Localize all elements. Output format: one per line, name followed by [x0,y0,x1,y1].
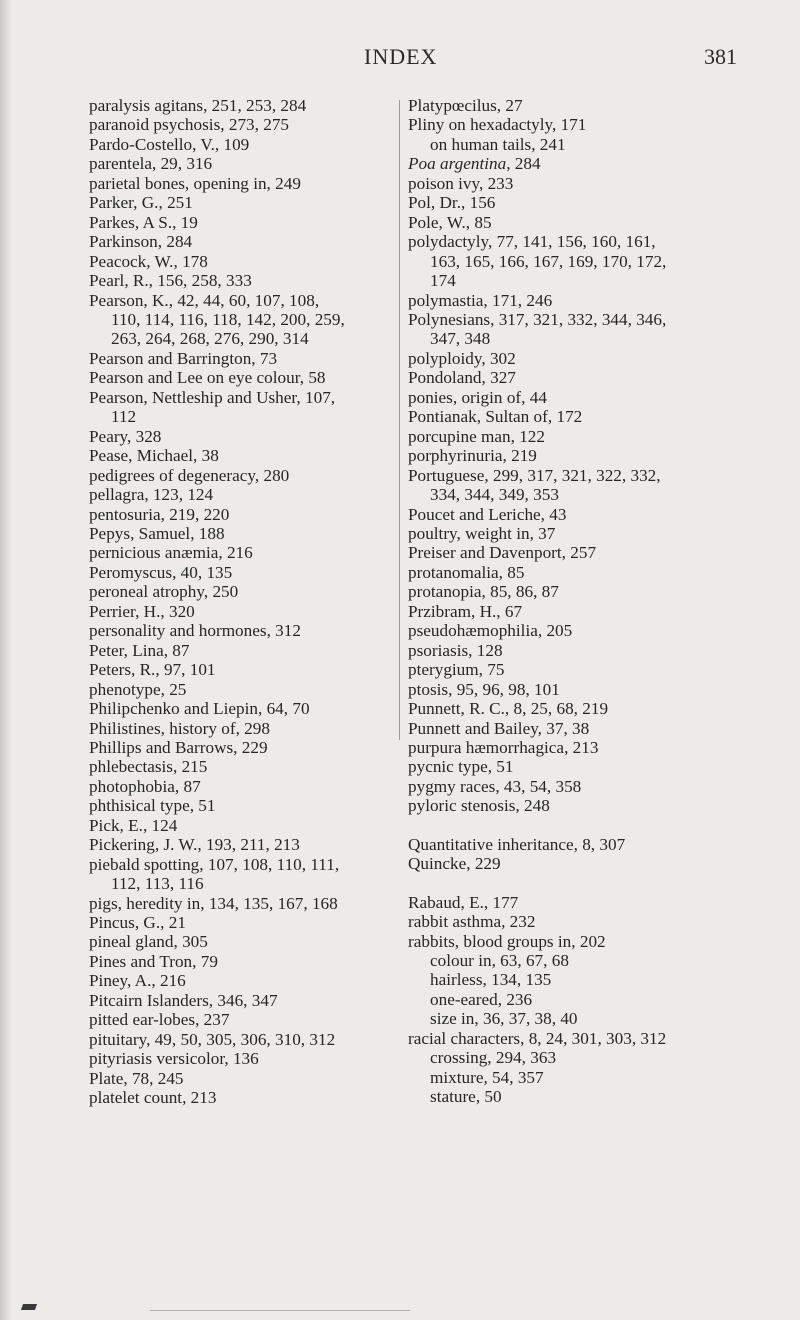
page-number: 381 [704,44,737,69]
index-entry: pernicious anæmia, 216 [89,543,253,563]
index-subentry: mixture, 54, 357 [430,1067,544,1087]
index-entry: pituitary, 49, 50, 305, 306, 310, 312 [89,1029,336,1049]
index-entry: Rabaud, E., 177 [408,892,519,912]
index-entry: Philipchenko and Liepin, 64, 70 [89,699,310,719]
index-entry: rabbits, blood groups in, 202 [408,931,606,951]
scan-mark [21,1304,37,1310]
index-entry: Pincus, G., 21 [89,913,186,933]
index-entry: poison ivy, 233 [408,173,514,193]
index-entry: Pease, Michael, 38 [89,446,219,466]
index-subentry: on human tails, 241 [430,134,566,154]
page-header [0,44,800,78]
index-entry: Philistines, history of, 298 [89,718,270,738]
index-entry: pityriasis versicolor, 136 [89,1049,259,1069]
index-entry: Pepys, Samuel, 188 [89,523,225,543]
index-column-right [408,96,760,1107]
index-entry: Pondoland, 327 [408,368,516,388]
index-entry: pineal gland, 305 [89,932,208,952]
index-entry: piebald spotting, 107, 108, 110, 111, [89,854,340,874]
index-entry: Pardo-Costello, V., 109 [89,134,250,154]
index-entry [408,154,760,173]
index-entry: parietal bones, opening in, 249 [89,173,301,193]
index-entry: Polynesians, 317, 321, 332, 344, 346, [408,309,667,329]
index-entry: parentela, 29, 316 [89,154,213,174]
page-edge-shadow [0,0,12,1320]
index-entry: Punnett, R. C., 8, 25, 68, 219 [408,699,609,719]
index-entry: Peacock, W., 178 [89,251,208,271]
index-entry: polyploidy, 302 [408,348,516,368]
index-entry: ponies, origin of, 44 [408,387,547,407]
index-entry: Quincke, 229 [408,854,501,874]
index-entry: Plate, 78, 245 [89,1068,184,1088]
index-entry: purpura hæmorrhagica, 213 [408,737,599,757]
index-entry: Phillips and Barrows, 229 [89,737,268,757]
index-entry: Perrier, H., 320 [89,601,195,621]
index-entry: pseudohæmophilia, 205 [408,621,573,641]
index-entry: Pearl, R., 156, 258, 333 [89,271,252,291]
index-entry: Portuguese, 299, 317, 321, 322, 332, [408,465,661,485]
index-entry-continuation: 163, 165, 166, 167, 169, 170, 172, [430,251,667,271]
index-entry: Pol, Dr., 156 [408,193,496,213]
index-entry: pigs, heredity in, 134, 135, 167, 168 [89,893,338,913]
index-subentry: size in, 36, 37, 38, 40 [430,1009,578,1029]
index-entry: Pearson and Lee on eye colour, 58 [89,368,326,388]
index-entry: Pearson, K., 42, 44, 60, 107, 108, [89,290,320,310]
index-entry-continuation: 334, 344, 349, 353 [430,485,559,505]
index-entry: porcupine man, 122 [408,426,545,446]
index-subentry: colour in, 63, 67, 68 [430,951,569,971]
index-entry: pycnic type, 51 [408,757,514,777]
index-entry: pedigrees of degeneracy, 280 [89,465,290,485]
index-entry: phlebectasis, 215 [89,757,208,777]
index-entry-continuation: 263, 264, 268, 276, 290, 314 [111,329,309,349]
index-entry: Pole, W., 85 [408,212,492,232]
index-entry: rabbit asthma, 232 [408,912,536,932]
index-entry: ptosis, 95, 96, 98, 101 [408,679,560,699]
index-entry: Piney, A., 216 [89,971,186,991]
page-title: INDEX [364,44,438,69]
index-entry: polydactyly, 77, 141, 156, 160, 161, [408,232,656,252]
index-entry: Quantitative inheritance, 8, 307 [408,834,626,854]
index-entry: Pontianak, Sultan of, 172 [408,407,583,427]
index-entry: poultry, weight in, 37 [408,523,556,543]
index-entry: Parker, G., 251 [89,193,193,213]
index-entry-italic-term: Poa argentina [408,154,507,174]
index-entry: protanopia, 85, 86, 87 [408,582,559,602]
index-entry: peroneal atrophy, 250 [89,582,239,602]
index-entry-continuation: 112 [111,407,137,427]
index-entry: phthisical type, 51 [89,796,216,816]
index-entry: pyloric stenosis, 248 [408,796,550,816]
index-entry: Parkinson, 284 [89,232,193,252]
index-entry: protanomalia, 85 [408,562,525,582]
index-entry: personality and hormones, 312 [89,621,301,641]
scan-line [150,1310,410,1311]
index-entry-continuation: 112, 113, 116 [111,874,204,894]
index-entry: paranoid psychosis, 273, 275 [89,115,290,135]
index-entry-pages: , 284 [506,154,541,174]
index-subentry: crossing, 294, 363 [430,1048,557,1068]
index-entry: photophobia, 87 [89,776,201,796]
index-entry: Pearson, Nettleship and Usher, 107, [89,387,336,407]
index-entry: Pliny on hexadactyly, 171 [408,115,587,135]
index-entry-continuation: 174 [430,271,456,291]
index-entry: Parkes, A S., 19 [89,212,198,232]
index-entry: Pick, E., 124 [89,815,178,835]
index-entry-continuation: 110, 114, 116, 118, 142, 200, 259, [111,309,345,329]
index-entry: Pearson and Barrington, 73 [89,348,278,368]
index-entry: paralysis agitans, 251, 253, 284 [89,96,307,115]
index-entry: pterygium, 75 [408,660,505,680]
index-entry: racial characters, 8, 24, 301, 303, 312 [408,1028,667,1048]
index-entry: Preiser and Davenport, 257 [408,543,597,563]
index-entry: Peromyscus, 40, 135 [89,562,233,582]
index-entry: porphyrinuria, 219 [408,446,537,466]
index-entry: phenotype, 25 [89,679,187,699]
index-entry: Peary, 328 [89,426,162,446]
index-entry: Pickering, J. W., 193, 211, 213 [89,835,300,855]
index-entry: Przibram, H., 67 [408,601,523,621]
column-divider [399,100,400,740]
index-entry-continuation: 347, 348 [430,329,491,349]
index-entry: pitted ear-lobes, 237 [89,1010,230,1030]
index-entry: platelet count, 213 [89,1088,217,1108]
index-entry: pygmy races, 43, 54, 358 [408,776,582,796]
index-entry: Pitcairn Islanders, 346, 347 [89,990,278,1010]
index-entry: Peter, Lina, 87 [89,640,190,660]
index-subentry: one-eared, 236 [430,989,533,1009]
index-entry: Pines and Tron, 79 [89,951,218,971]
index-subentry: hairless, 134, 135 [430,970,552,990]
index-entry: polymastia, 171, 246 [408,290,553,310]
index-entry: Poucet and Leriche, 43 [408,504,567,524]
index-entry: Platypœcilus, 27 [408,96,523,115]
index-entry: pentosuria, 219, 220 [89,504,230,524]
index-subentry: stature, 50 [430,1087,502,1107]
index-entry: Punnett and Bailey, 37, 38 [408,718,590,738]
index-entry: psoriasis, 128 [408,640,503,660]
index-entry: Peters, R., 97, 101 [89,660,216,680]
index-column-left [89,96,394,1108]
index-entry: pellagra, 123, 124 [89,485,214,505]
